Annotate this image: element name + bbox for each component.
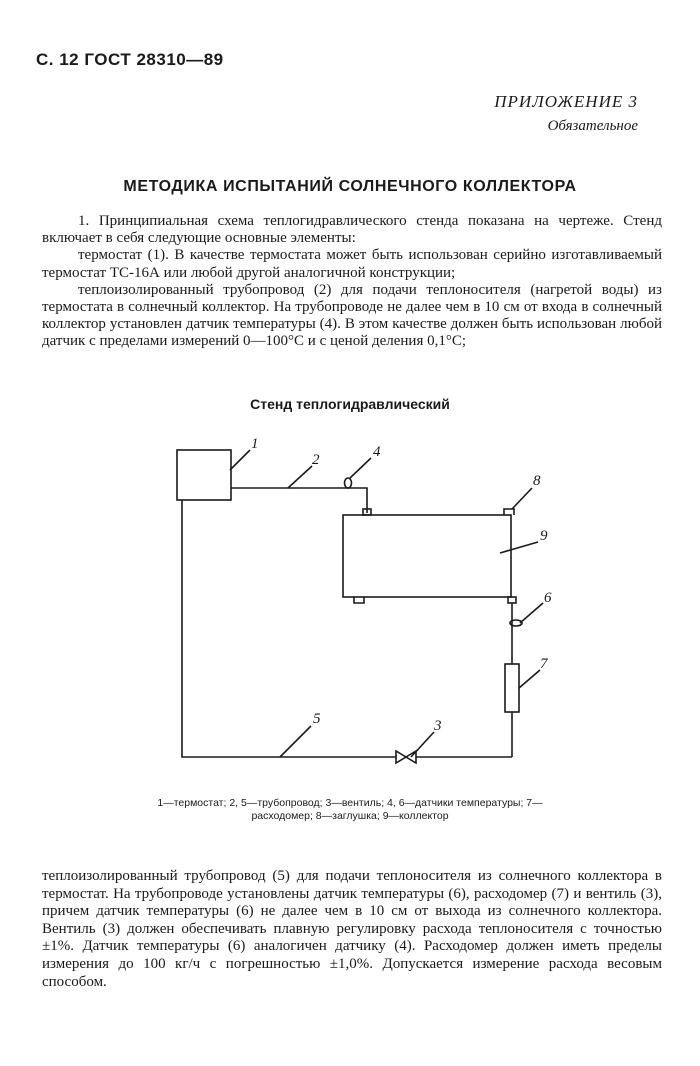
paragraph: теплоизолированный трубопровод (2) для подачи теплоносителя (нагретой воды) из термостата в солнечный коллектор. На трубопроводе не далее чем в 10 см от входа в солнечный коллектор установлен датчик температуры (4). В этом качестве должен быть использован любой датчик с пределами измерений 0—100°С и с ценой деления 0,1°С;	[42, 281, 662, 350]
label-7: 7	[540, 656, 548, 672]
figure-title: Стенд теплогидравлический	[250, 396, 450, 412]
leader-1	[230, 450, 250, 470]
leader-4	[350, 458, 371, 478]
paragraph: термостат (1). В качестве термостата может быть использован серийно изготавливаемый термостат ТС-16А или любой другой аналогичной конструкции;	[42, 247, 662, 281]
label-8: 8	[533, 473, 541, 489]
leader-6	[520, 603, 543, 623]
label-9: 9	[540, 528, 548, 544]
label-1: 1	[251, 436, 259, 452]
leader-9	[500, 542, 538, 553]
page-header: С. 12 ГОСТ 28310—89	[36, 50, 224, 69]
supply-pipe	[231, 488, 367, 513]
leader-3	[411, 732, 434, 757]
figure-caption: 1—термостат; 2, 5—трубопровод; 3—вентиль; 4, 6—датчики температуры; 7—расходомер; 8—заглушка; 9—коллектор	[157, 797, 543, 822]
label-6: 6	[544, 590, 552, 606]
leader-2	[288, 466, 312, 488]
paragraph: теплоизолированный трубопровод (5) для подачи теплоносителя из солнечного коллектора в термостат. На трубопроводе установлены датчик температуры (6), расходомер (7) и вентиль (3), причем датчик температуры (6) не далее чем в 10 см от выхода из солнечного коллектора. Вентиль (3) должен обеспечивать плавную регулировку расхода теплоносителя с точностью ±1%. Датчик температуры (6) аналогичен датчику (4). Расходомер должен иметь пределы измерения до 100 кг/ч с погрешностью ±1,0%. Допускается измерение расхода весовым способом.	[42, 868, 662, 990]
label-5: 5	[313, 711, 321, 727]
stand-diagram	[0, 420, 700, 795]
appendix-title: ПРИЛОЖЕНИЕ 3	[494, 92, 638, 111]
plug-8-icon	[504, 509, 514, 515]
collector-box	[343, 515, 511, 597]
appendix-subtitle: Обязательное	[547, 118, 638, 134]
label-4: 4	[373, 444, 381, 460]
pipe-5	[182, 500, 396, 757]
bottom-text	[42, 868, 662, 991]
label-2: 2	[312, 452, 320, 468]
flowmeter-box	[505, 664, 519, 712]
leader-5	[280, 726, 311, 757]
leader-7	[519, 670, 540, 688]
sensor-4-icon	[345, 478, 352, 488]
label-3: 3	[434, 718, 442, 734]
paragraph: 1. Принципиальная схема теплогидравлического стенда показана на чертеже. Стенд включает в себя следующие основные элементы:	[42, 213, 662, 247]
thermostat-box	[177, 450, 231, 500]
appendix-block	[494, 92, 638, 135]
leader-8	[512, 488, 532, 509]
collector-bottom-fitting	[354, 597, 364, 603]
outlet-nozzle	[508, 597, 516, 603]
intro-text	[42, 213, 662, 351]
document-title: МЕТОДИКА ИСПЫТАНИЙ СОЛНЕЧНОГО КОЛЛЕКТОРА	[123, 178, 577, 195]
